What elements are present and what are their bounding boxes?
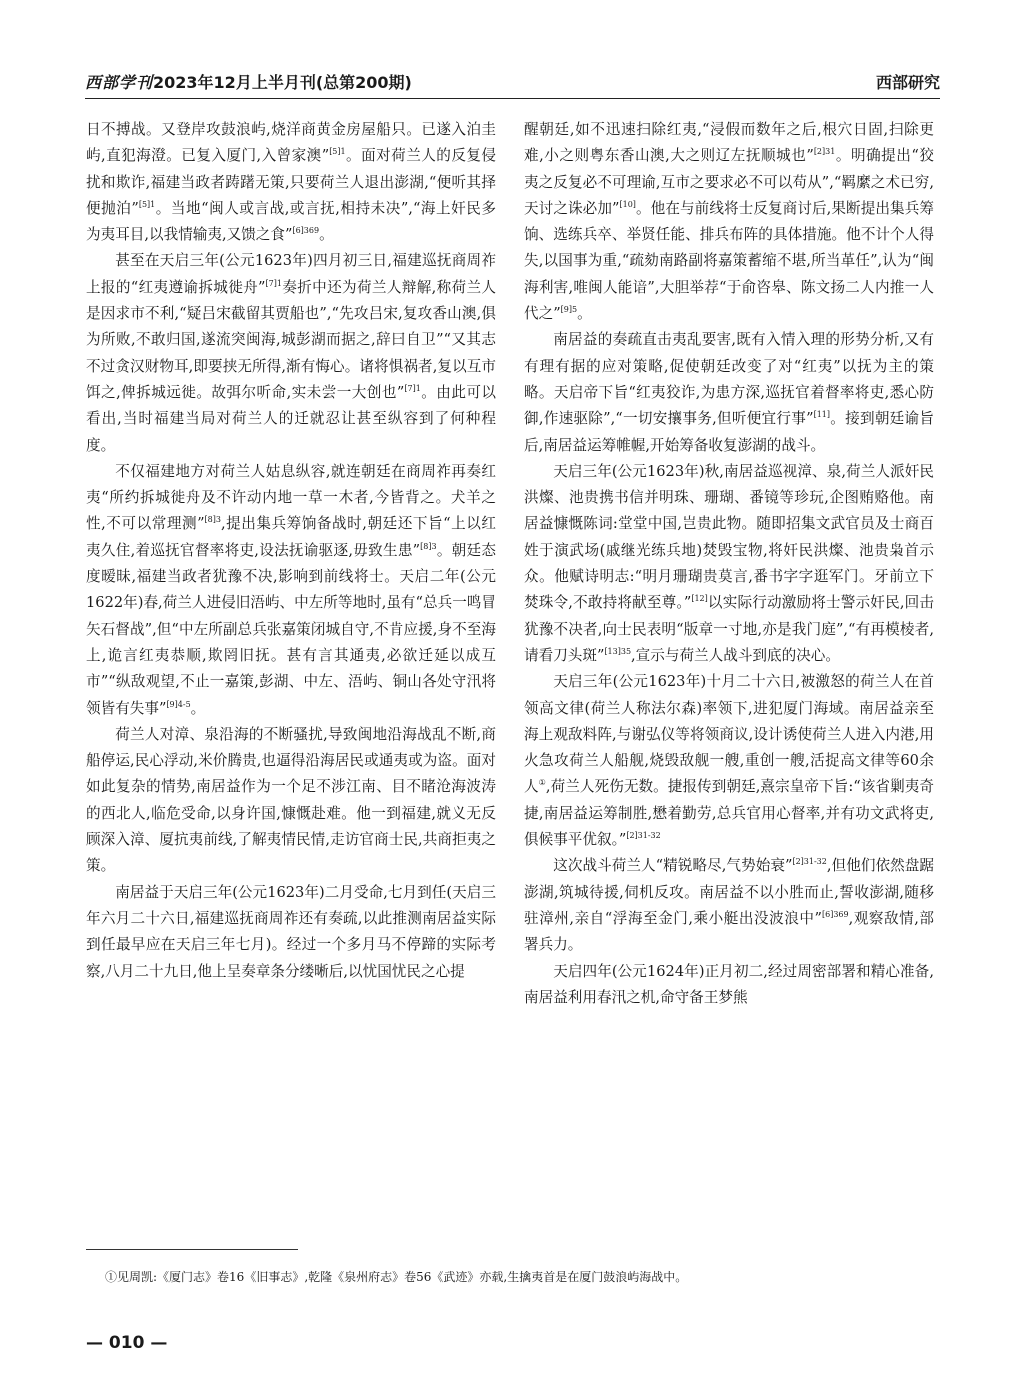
paragraph-text: 天启三年(公元1623年)十月二十六日,被激怒的荷兰人在首领高文律(荷兰人称法尔森)率领下,进犯厦门海域。南居益亲至海上观敌料阵,与谢弘仪等将领商议,设计诱使荷兰人进入内港,用火急攻荷兰人船舰,烧毁敌舰一艘,重创一艘,活捉高文律等60余人 [524,673,934,796]
paragraph-text: 不仅福建地方对荷兰人姑息纵容,就连朝廷在商周祚再奏红夷“所约拆城徙舟及不许动内地一草一木者,今皆背之。犬羊之性,不可以常理测” [86,462,496,533]
paragraph-text: 南居益于天启三年(公元1623年)二月受命,七月到任(天启三年六月二十六日,福建巡抚商周祚还有奏疏,以此推测南居益实际到任最早应在天启三年七月)。经过一个多月马不停蹄的实际考察,八月二十九日,他上呈奏章条分缕晰后,以忧国忧民之心提 [86,883,496,980]
journal-header-left [85,70,412,93]
paragraph-text: 这次战斗荷兰人“精锐略尽,气势始衰” [553,857,793,875]
paragraph [524,459,934,669]
paragraph [524,327,934,458]
citation-marker: [2]31-32 [626,831,661,841]
paragraph-text: 。当地“闽人或言战,或言抚,相持未决”,“海上奸民多为夷耳目,以我情输夷,又馈之食” [86,199,496,244]
paragraph-text: 荷兰人对漳、泉沿海的不断骚扰,导致闽地沿海战乱不断,商船停运,民心浮动,米价腾贵,也逼得沿海居民或通夷或为盗。面对如此复杂的情势,南居益作为一个足不涉江南、目不睹沧海波涛的西北人,临危受命,以身许国,慷慨赴难。他一到福建,就义无反顾深入漳、厦抗夷前线,了解夷情民情,走访官商士民,共商拒夷之策。 [86,725,496,875]
paragraph [86,117,496,248]
paragraph-text: 奏折中还为荷兰人辩解,称荷兰人是因求市不利,“疑吕宋截留其贾船也”,“先攻吕宋,复攻香山澳,俱为所败,不敢归国,遂流突闽海,城彭湖而据之,辞曰自卫”“又其志不过贪汉财物耳,即要挟无所得,渐有悔心。诸将惧祸者,复以互市饵之,俾拆城远徙。故弭尔听命,实未尝一大创也” [86,278,496,401]
paragraph-text: 。由此可以看出,当时福建当局对荷兰人的迁就忍让甚至纵容到了何种程度。 [86,383,496,454]
paragraph-text: 。 [190,699,206,717]
citation-marker: [13]35 [604,646,632,656]
page-number: — 010 — [86,1333,168,1353]
section-title: 西部研究 [875,73,940,92]
paragraph-text: ,观察敌情,部署兵力。 [524,909,935,954]
paragraph [86,459,496,722]
citation-marker: [6]369 [821,909,849,919]
citation-marker: [12] [691,594,708,604]
paragraph-text: 。 [577,305,592,323]
paragraph-text: 甚至在天启三年(公元1623年)四月初三日,福建巡抚商周祚上报的“红夷遵谕拆城徙舟” [86,252,496,296]
paragraph-text: 醒朝廷,如不迅速扫除红夷,“浸假而数年之后,根穴日固,扫除更难,小之则粤东香山澳,大之则辽左抚顺城也” [524,121,934,165]
paragraph-text: 。 [319,226,334,244]
paragraph-text: ,宣示与荷兰人战斗到底的决心。 [631,646,840,664]
paragraph [524,117,934,327]
citation-marker: [7]1 [404,383,421,393]
citation-marker: [2]31 [813,147,836,157]
running-header [85,70,940,96]
paragraph [86,880,496,985]
paragraph-text: 日不搏战。又登岸攻鼓浪屿,烧洋商黄金房屋船只。已遂入泊圭屿,直犯海澄。已复入厦门,入曾家澳” [86,121,496,165]
paragraph-text: ,但他们依然盘踞澎湖,筑城待援,伺机反攻。南居益不以小胜而止,誓收澎湖,随移驻漳州,亲自“浮海至金门,乘小艇出没波浪中” [524,857,935,927]
header-divider [85,98,940,99]
paragraph [524,853,934,958]
paragraph-text: ,荷兰人死伤无数。捷报传到朝廷,熹宗皇帝下旨:“该省剿夷奇捷,南居益运筹制胜,懋着勤劳,总兵官用心督率,并有功文武将吏,俱候事平优叙。” [524,778,934,849]
paragraph-text: 。明确提出“狡夷之反复必不可理谕,互市之要求必不可以苟从”,“羁縻之术已穷,天讨之诛必加” [524,147,934,217]
citation-marker: [5]1 [329,147,346,157]
paragraph-text: 。朝廷态度暧昧,福建当政者犹豫不决,影响到前线将士。天启二年(公元1622年)春,荷兰人进侵旧浯屿、中左所等地时,虽有“总兵一鸣冒矢石督战”,但“中左所副总兵张嘉策闭城自守,不肯应援,身不至海上,诡言红夷恭顺,欺罔旧抚。甚有言其通夷,必欲迁延以成互市”“纵敌观望,不止一嘉策,彭湖、中左、浯屿、铜山各处守汛将领皆有失事” [86,541,496,717]
citation-marker: [5]1 [138,199,156,209]
left-text-column [86,117,496,985]
paragraph-text: 天启三年(公元1623年)秋,南居益巡视漳、泉,荷兰人派奸民洪燦、池贵携书信并明珠、珊瑚、番镜等珍玩,企图贿赂他。南居益慷慨陈词:堂堂中国,岂贵此物。随即招集文武官员及士商百姓于演武场(戚继光练兵地)焚毁宝物,将奸民洪燦、池贵枭首示众。他赋诗明志:“明月珊瑚贵莫言,番书字字逛军门。牙前立下焚珠令,不敢持将献至尊。” [524,462,934,612]
citation-marker: ① [538,778,546,788]
paragraph-text: 南居益的奏疏直击夷乱要害,既有入情入理的形势分析,又有有理有据的应对策略,促使朝廷改变了对“红夷”以抚为主的策略。天启帝下旨“红夷狡诈,为患方深,巡抚官着督率将吏,悉心防御,作速驱除”,“一切安攘事务,但听便宜行事” [524,331,934,428]
citation-marker: [10] [619,199,636,209]
citation-marker: [7]1 [265,278,282,288]
citation-marker: [11] [813,410,831,420]
paragraph-text: 。接到朝廷谕旨后,南居益运筹帷幄,开始筹备收复澎湖的战斗。 [524,410,934,454]
paragraph-text: 。面对荷兰人的反复侵扰和欺诈,福建当政者踌躇无策,只要荷兰人退出澎湖,“便听其择便抛泊” [86,147,496,217]
paragraph [86,722,496,880]
paragraph [524,959,934,1012]
citation-marker: [8]3 [420,541,437,551]
issue-info: 2023年12月上半月刊(总第200期) [153,73,412,92]
footnote-divider [86,1249,298,1250]
paragraph-text: 天启四年(公元1624年)正月初二,经过周密部署和精心准备,南居益利用春汛之机,命守备王梦熊 [524,962,934,1006]
paragraph [86,248,496,458]
citation-marker: [9]5 [560,305,578,315]
footnote: ①见周凯:《厦门志》卷16《旧事志》,乾隆《泉州府志》卷56《武迹》亦载,生擒夷首是在厦门鼓浪屿海战中。 [105,1270,688,1284]
paragraph-text: ,提出集兵筹饷备战时,朝廷还下旨“上以红夷久住,着巡抚官督率将吏,设法抚谕驱逐,毋致生患” [86,515,496,559]
citation-marker: [6]369 [292,226,320,236]
paragraph-text: 以实际行动激励将士警示奸民,回击犹豫不决者,向士民表明“版章一寸地,亦是我门庭”,“有再模棱者,请看刀头斑” [524,594,934,664]
right-text-column [524,117,934,1011]
paragraph-text: 。他在与前线将士反复商讨后,果断提出集兵筹饷、选练兵卒、举贤任能、排兵布阵的具体措施。他不计个人得失,以国事为重,“疏劾南路副将嘉策蓄缩不堪,所当革任”,认为“闽海利害,唯闽人能谙”,大胆举荐“于俞咨皋、陈文扬二人内推一人代之” [524,199,934,323]
citation-marker: [8]3 [204,515,221,525]
journal-brand: 西部学刊 [85,73,154,92]
citation-marker: [9]4-5 [166,699,191,709]
citation-marker: [2]31-32 [792,857,827,867]
paragraph [524,669,934,853]
